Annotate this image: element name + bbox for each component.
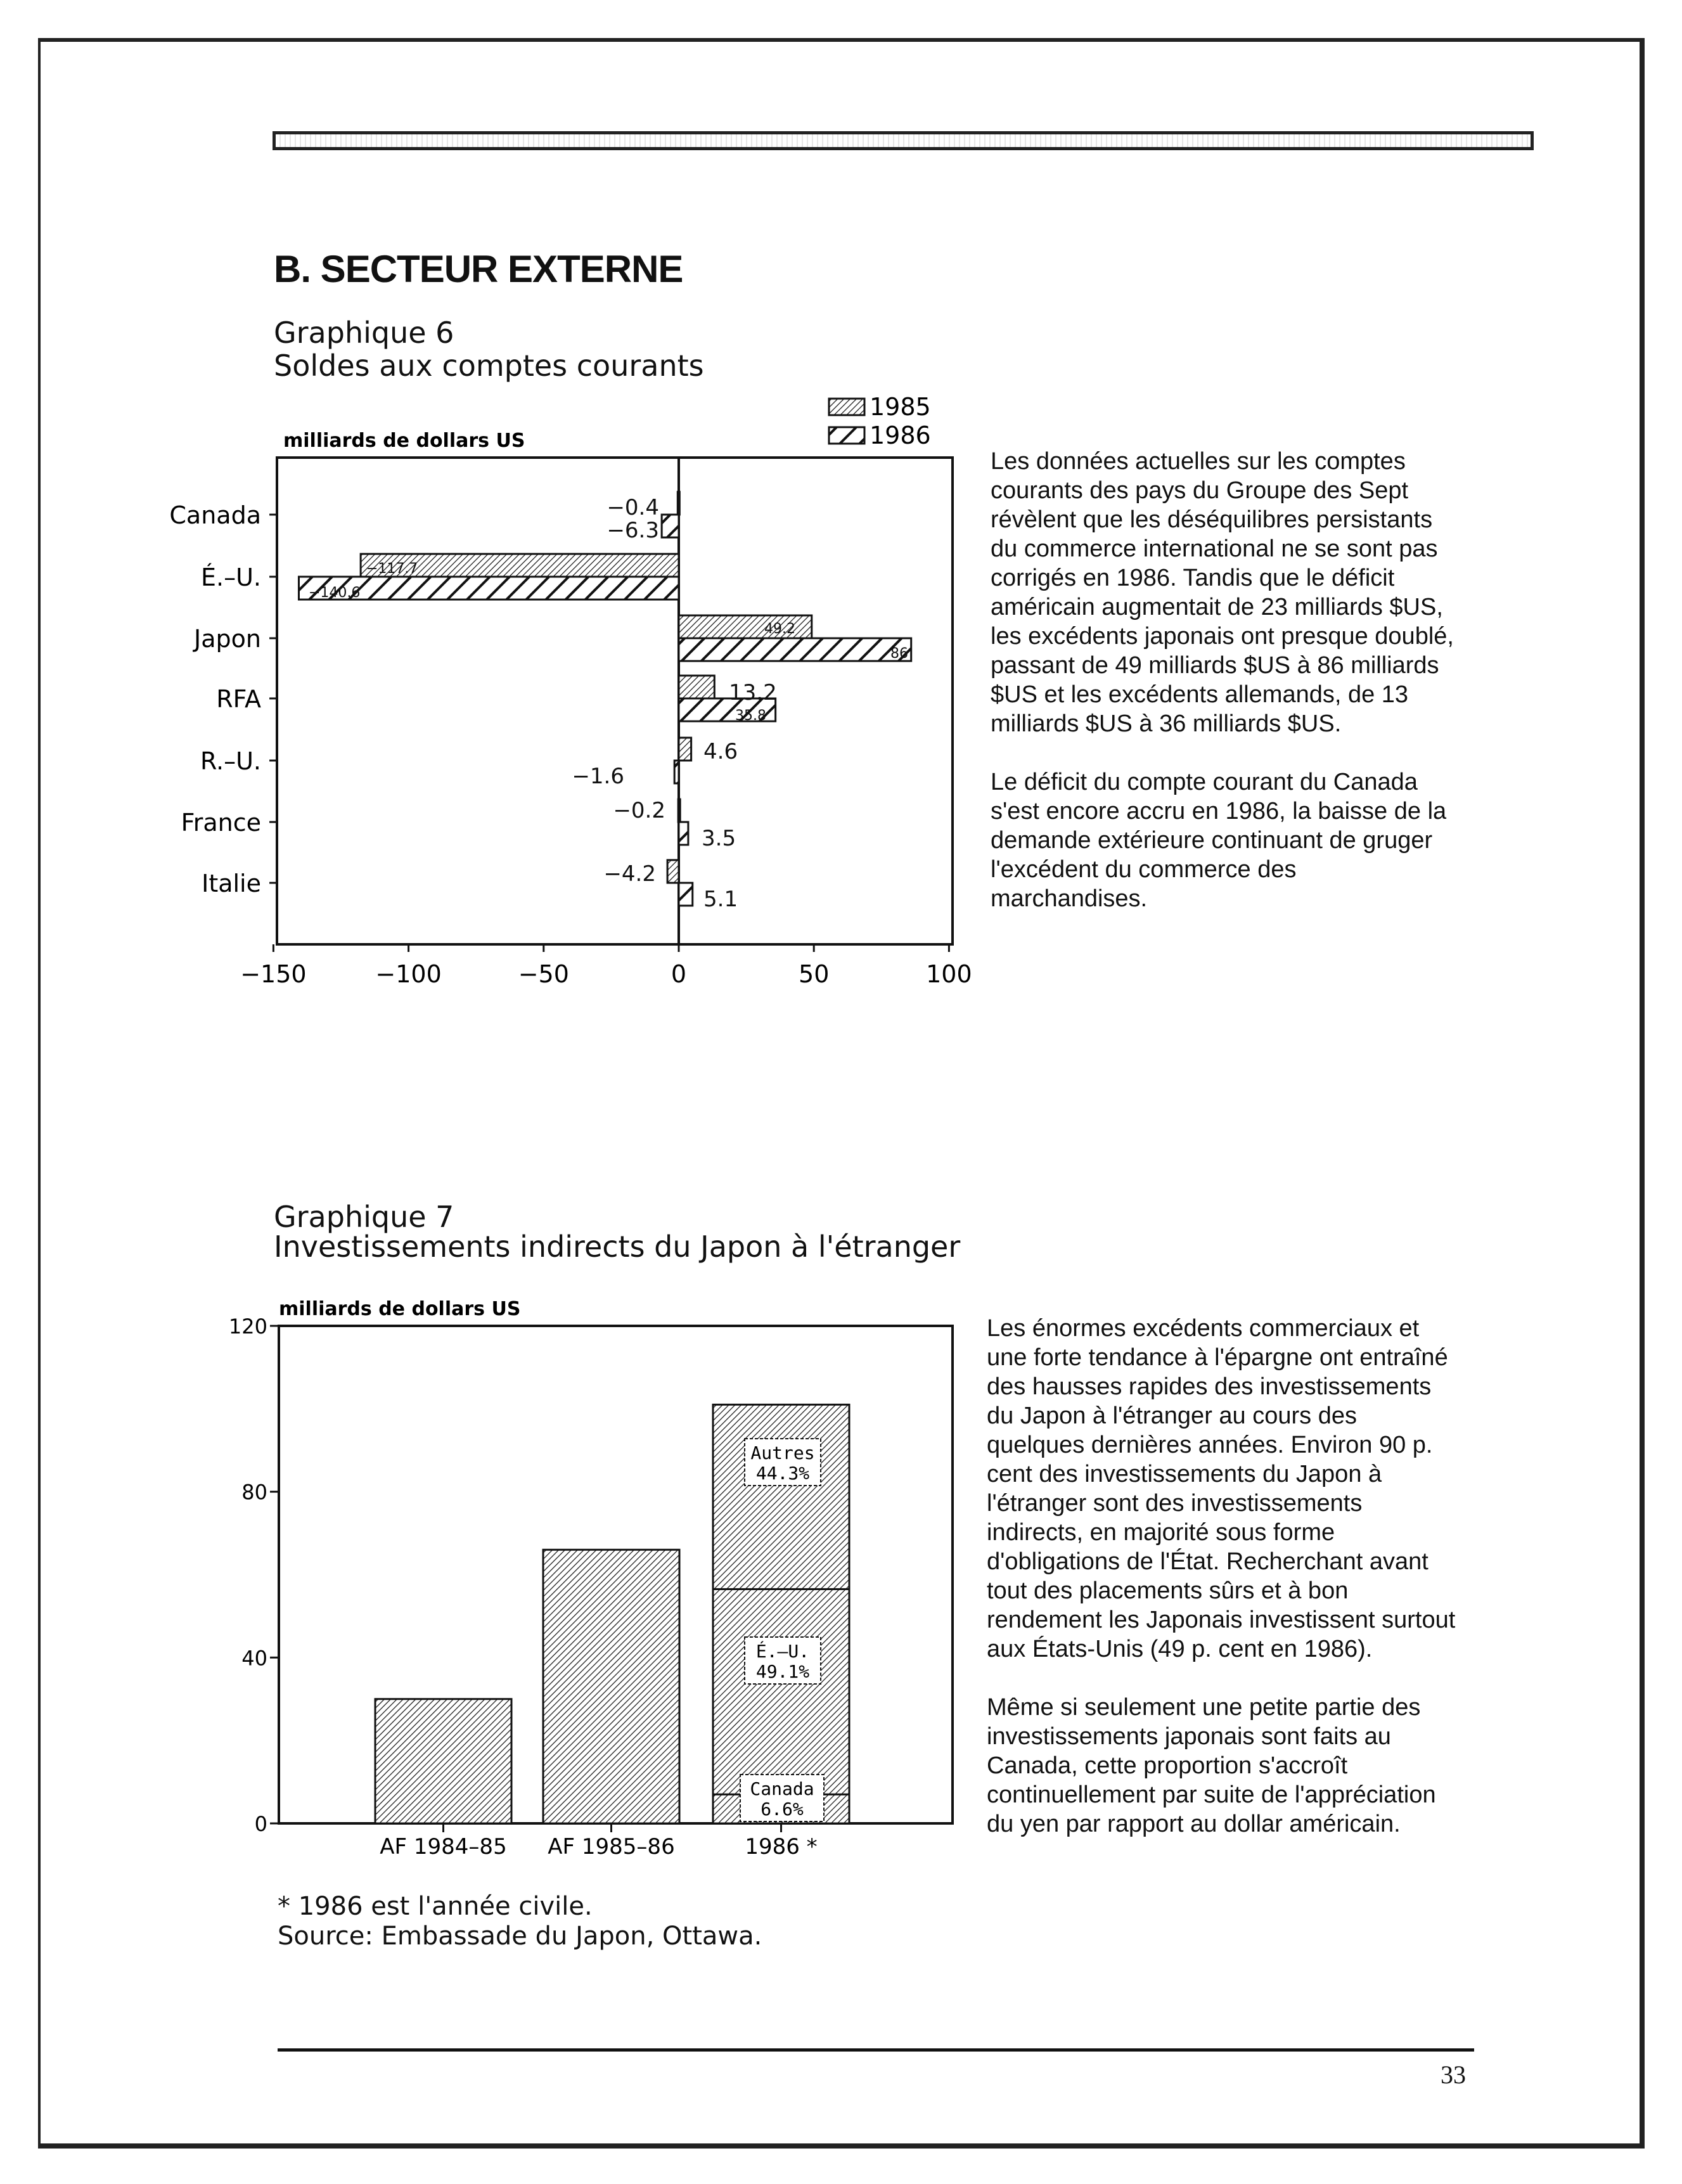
graph6-paragraph-1: Les données actuelles sur les comptes courants des pays du Groupe des Sept révèlent que les déséquilibres persistants du commerce international ne se sont pas corrigés en 1986. Tandis que le déficit américain augmentait de 23 milliards $US, les excédents japonais ont presque doublé, passant de 49 milliards $US à 86 milliards $US et les excédents allemands, de 13 milliards $US à 36 milliards $US. (991, 448, 1454, 737)
graph7-footnote: * 1986 est l'année civile. (278, 1892, 593, 1921)
graph6-title: Soldes aux comptes courants (274, 349, 704, 383)
graph7-paragraph-1: Les énormes excédents commerciaux et une forte tendance à l'épargne ont entraîné des hausses rapides des investissements du Japon à l'étranger au cours des quelques dernières années. Environ 90 p. cent des investissements du Japon à l'étranger sont des investissements indirects, en majorité sous forme d'obligations de l'État. Recherchant avant tout des placements sûrs et à bon rendement les Japonais investissent surtout aux États-Unis (49 p. cent en 1986). (987, 1315, 1456, 1662)
g7-segment-name: Canada (750, 1778, 814, 1799)
g6-x-tick-label: −150 (240, 960, 307, 988)
g6-data-label: 86 (890, 646, 908, 662)
g6-x-tick-label: 0 (671, 960, 687, 988)
g6-data-label: 5.1 (703, 887, 738, 912)
g6-data-label: 35.8 (735, 708, 766, 724)
g7-bar-segment-autres (713, 1404, 849, 1589)
graph7-paragraph-2: Même si seulement une petite partie des investissements japonais sont faits au Canada, cette proportion s'accroît continuellement par suite de l'appréciation du yen par rapport au dollar américain. (987, 1694, 1436, 1837)
g6-x-tick-label: −100 (375, 960, 442, 988)
g6-category-label: Italie (202, 870, 261, 897)
g6-category-label: É.–U. (201, 563, 261, 591)
g6-legend-label-1985: 1985 (870, 393, 931, 421)
g7-bar (543, 1550, 679, 1823)
g6-data-label: −6.3 (607, 518, 659, 543)
g6-legend-swatch-1985 (829, 399, 864, 415)
g6-legend-swatch-1986 (829, 427, 864, 444)
g6-bar-1986 (662, 515, 679, 537)
g7-bar (375, 1699, 511, 1823)
g7-x-tick-label: 1986 * (745, 1834, 818, 1860)
section-title: B. SECTEUR EXTERNE (274, 248, 683, 290)
g6-bar-1985 (679, 676, 714, 698)
g6-bar-1985 (667, 860, 679, 883)
g6-data-label: −140.6 (309, 585, 361, 601)
g6-legend-label-1986: 1986 (870, 421, 931, 449)
g6-category-label: R.–U. (200, 747, 261, 775)
g7-y-tick-label: 40 (241, 1646, 267, 1671)
g6-category-label: RFA (216, 685, 261, 713)
g6-category-label: Canada (169, 501, 261, 529)
g6-data-label: 4.6 (703, 739, 738, 764)
graph7-number: Graphique 7 (274, 1200, 454, 1234)
g6-data-label: 13.2 (729, 680, 777, 705)
g6-data-label: −0.4 (607, 495, 659, 520)
g6-data-label: −117.7 (366, 561, 418, 577)
g6-bar-1986 (679, 822, 688, 845)
g6-x-tick-label: 100 (926, 960, 972, 988)
page-number: 33 (1441, 2060, 1466, 2089)
g6-data-label: 49.2 (764, 621, 795, 637)
g6-data-label: 3.5 (702, 826, 736, 851)
g6-category-label: Japon (194, 625, 261, 653)
g6-category-label: France (181, 809, 261, 837)
g6-bar-1986 (679, 883, 693, 906)
g7-bar-segment-eu (713, 1589, 849, 1794)
graph7-title: Investissements indirects du Japon à l'étranger (274, 1230, 961, 1264)
g7-segment-name: Autres (750, 1442, 815, 1463)
graph7-source: Source: Embassade du Japon, Ottawa. (278, 1922, 762, 1951)
g6-unit-label: milliards de dollars US (283, 430, 525, 452)
g7-x-tick-label: AF 1985–86 (548, 1834, 675, 1860)
g7-x-tick-label: AF 1984–85 (380, 1834, 507, 1860)
g6-bar-1986 (674, 761, 679, 783)
g6-bar-1986 (679, 638, 911, 661)
g6-bar-1985 (679, 738, 691, 761)
g7-segment-share: 49.1% (755, 1661, 810, 1682)
g6-bar-1985 (677, 492, 679, 515)
g7-segment-share: 6.6% (761, 1799, 804, 1820)
graph6-number: Graphique 6 (274, 316, 454, 350)
g7-y-tick-label: 0 (254, 1812, 267, 1836)
g6-data-label: −1.6 (572, 764, 624, 789)
g6-x-tick-label: −50 (518, 960, 569, 988)
g7-y-tick-label: 120 (228, 1314, 267, 1339)
graph6-paragraph-2: Le déficit du compte courant du Canada s'est encore accru en 1986, la baisse de la demande extérieure continuant de gruger l'excédent du commerce des marchandises. (991, 769, 1447, 912)
g7-y-tick-label: 80 (241, 1480, 267, 1505)
g6-bar-1985 (678, 799, 680, 822)
g6-data-label: −4.2 (603, 861, 656, 887)
g6-data-label: −0.2 (613, 798, 665, 823)
g7-segment-share: 44.3% (755, 1463, 810, 1484)
g6-x-tick-label: 50 (799, 960, 830, 988)
g7-segment-name: É.–U. (755, 1641, 810, 1662)
g7-unit-label: milliards de dollars US (279, 1298, 521, 1320)
